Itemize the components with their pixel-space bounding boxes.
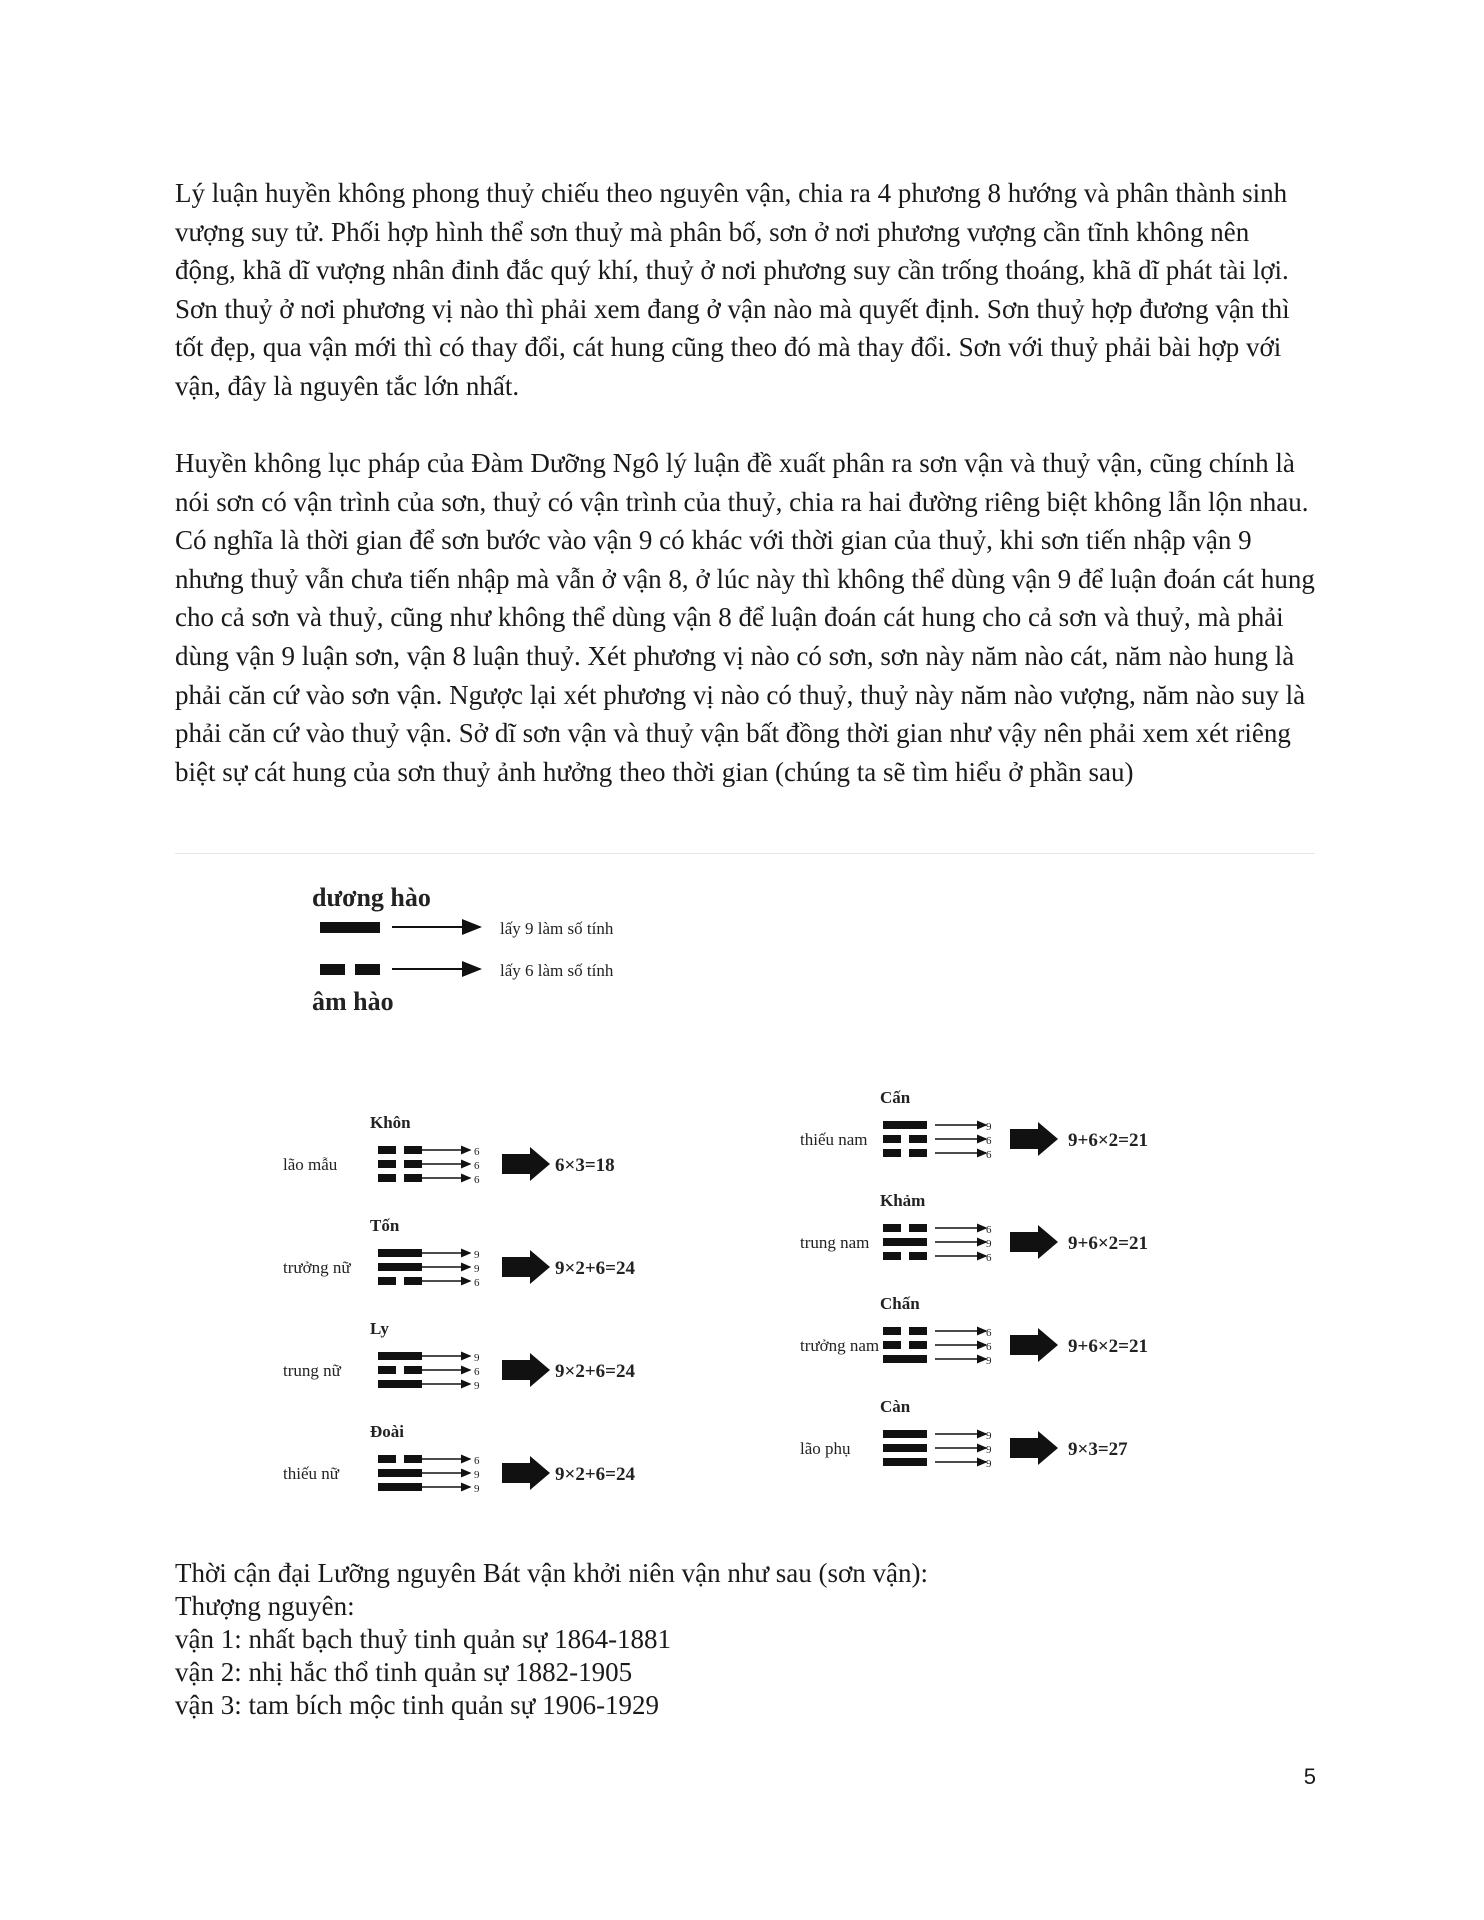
am-line-sample-right <box>355 964 380 975</box>
yang-line <box>883 1238 927 1246</box>
yin-line-right <box>909 1149 927 1157</box>
yin-line-left <box>883 1135 901 1143</box>
trigram-role: trung nữ <box>283 1361 341 1380</box>
yang-line <box>378 1263 422 1271</box>
trigram-formula: 6×3=18 <box>555 1155 615 1176</box>
line-value: 9 <box>474 1483 480 1495</box>
van-list-subheading: Thượng nguyên: <box>175 1591 355 1621</box>
horizontal-divider <box>175 853 1315 854</box>
line-value: 6 <box>474 1160 480 1172</box>
yin-line-left <box>883 1252 901 1260</box>
yin-line-left <box>883 1224 901 1232</box>
big-arrow <box>1010 1328 1058 1362</box>
yang-line <box>378 1249 422 1257</box>
paragraph-1: Lý luận huyền không phong thuỷ chiếu theo nguyên vận, chia ra 4 phương 8 hướng và phân thành sinh vượng suy tử. Phối hợp hình thể sơn thuỷ mà phân bố, sơn ở nơi phương vượng cần tĩnh không nên động, khã dĩ vượng nhân đinh đắc quý khí, thuỷ ở nơi phương suy cần trống thoáng, khã dĩ phát tài lợi. Sơn thuỷ ở nơi phương vị nào thì phải xem đang ở vận nào mà quyết định. Sơn thuỷ hợp đương vận thì tốt đẹp, qua vận mới thì có thay đổi, cát hung cũng theo đó mà thay đổi. Sơn với thuỷ phải bài hợp với vận, đây là nguyên tắc lớn nhất. <box>175 178 1290 401</box>
line-value: 6 <box>986 1252 992 1264</box>
trigram-name: Cấn <box>880 1088 911 1107</box>
line-value: 6 <box>986 1327 992 1339</box>
big-arrow <box>502 1250 550 1284</box>
yin-line-right <box>404 1277 422 1285</box>
yin-line-left <box>378 1160 396 1168</box>
big-arrow <box>502 1456 550 1490</box>
line-value: 6 <box>474 1455 480 1467</box>
line-value: 9 <box>474 1380 480 1392</box>
yin-line-left <box>883 1149 901 1157</box>
trigram-formula: 9×3=27 <box>1068 1439 1128 1460</box>
trigram-name: Khảm <box>880 1191 926 1210</box>
trigram-groups <box>283 1088 1148 1495</box>
trigram-formula: 9+6×2=21 <box>1068 1130 1148 1151</box>
line-value: 6 <box>986 1149 992 1161</box>
trigram-role: thiếu nam <box>800 1130 868 1149</box>
yin-line-right <box>404 1366 422 1374</box>
line-value: 6 <box>474 1174 480 1186</box>
big-arrow <box>1010 1225 1058 1259</box>
trigram-diagram <box>0 870 1484 1510</box>
trigram-figure <box>0 870 1484 1510</box>
am-hao-title: âm hào <box>312 987 394 1016</box>
trigram-role: trưởng nam <box>800 1336 880 1355</box>
line-value: 9 <box>986 1355 992 1367</box>
yin-line-left <box>378 1277 396 1285</box>
duong-hao-title: dương hào <box>312 883 431 912</box>
big-arrow <box>502 1147 550 1181</box>
van-item: vận 3: tam bích mộc tinh quản sự 1906-1929 <box>175 1690 660 1720</box>
yang-line <box>378 1483 422 1491</box>
yin-line-right <box>909 1224 927 1232</box>
line-value: 9 <box>986 1430 992 1442</box>
yang-line <box>378 1469 422 1477</box>
trigram-formula: 9+6×2=21 <box>1068 1233 1148 1254</box>
yin-line-right <box>404 1146 422 1154</box>
am-hao-text: lấy 6 làm số tính <box>500 961 614 980</box>
yin-line-right <box>909 1135 927 1143</box>
yin-line-left <box>378 1146 396 1154</box>
van-item: vận 2: nhị hắc thổ tinh quản sự 1882-1905 <box>175 1657 633 1687</box>
line-value: 9 <box>474 1263 480 1275</box>
trigram-name: Đoài <box>370 1422 404 1441</box>
yin-line-right <box>404 1160 422 1168</box>
yang-line <box>883 1444 927 1452</box>
trigram-role: lão mẫu <box>283 1155 338 1174</box>
yin-line-left <box>378 1366 396 1374</box>
line-value: 6 <box>474 1366 480 1378</box>
line-value: 9 <box>986 1444 992 1456</box>
yin-line-left <box>883 1327 901 1335</box>
trigram-role: thiếu nữ <box>283 1464 339 1483</box>
yang-line <box>378 1352 422 1360</box>
yin-line-right <box>404 1455 422 1463</box>
yang-line <box>883 1121 927 1129</box>
line-value: 9 <box>986 1238 992 1250</box>
trigram-name: Càn <box>880 1397 911 1416</box>
yang-line <box>883 1458 927 1466</box>
yang-line <box>883 1355 927 1363</box>
big-arrow <box>502 1353 550 1387</box>
trigram-role: trưởng nữ <box>283 1258 351 1277</box>
big-arrow <box>1010 1431 1058 1465</box>
line-value: 9 <box>474 1352 480 1364</box>
big-arrow <box>1010 1122 1058 1156</box>
line-value: 9 <box>474 1469 480 1481</box>
am-line-sample-left <box>320 964 345 975</box>
trigram-formula: 9×2+6=24 <box>555 1464 635 1485</box>
yang-line <box>378 1380 422 1388</box>
yin-line-left <box>378 1174 396 1182</box>
trigram-name: Tốn <box>370 1216 400 1235</box>
line-value: 6 <box>474 1146 480 1158</box>
trigram-formula: 9×2+6=24 <box>555 1258 635 1279</box>
line-value: 6 <box>474 1277 480 1289</box>
yin-line-right <box>404 1174 422 1182</box>
yin-line-right <box>909 1252 927 1260</box>
line-value: 6 <box>986 1224 992 1236</box>
trigram-name: Chấn <box>880 1294 920 1313</box>
trigram-name: Khôn <box>370 1113 411 1132</box>
duong-hao-text: lấy 9 làm số tính <box>500 919 614 938</box>
line-value: 9 <box>986 1121 992 1133</box>
line-value: 6 <box>986 1341 992 1353</box>
trigram-role: lão phụ <box>800 1439 851 1458</box>
line-value: 9 <box>474 1249 480 1261</box>
trigram-formula: 9+6×2=21 <box>1068 1336 1148 1357</box>
van-list <box>175 1557 1315 1722</box>
yin-line-left <box>883 1341 901 1349</box>
trigram-role: trung nam <box>800 1233 870 1252</box>
trigram-name: Ly <box>370 1319 389 1338</box>
yin-line-right <box>909 1327 927 1335</box>
yin-line-right <box>909 1341 927 1349</box>
page-number: 5 <box>1303 1764 1316 1789</box>
line-value: 6 <box>986 1135 992 1147</box>
paragraph-2: Huyền không lục pháp của Đàm Dưỡng Ngô lý luận đề xuất phân ra sơn vận và thuỷ vận, cũng chính là nói sơn có vận trình của sơn, thuỷ có vận trình của thuỷ, chia ra hai đường riêng biệt không lẫn lộn nhau. Có nghĩa là thời gian để sơn bước vào vận 9 có khác với thời gian của thuỷ, khi sơn tiến nhập vận 9 nhưng thuỷ vẫn chưa tiến nhập mà vẫn ở vận 8, ở lúc này thì không thể dùng vận 9 để luận đoán cát hung cho cả sơn và thuỷ, cũng như không thể dùng vận 8 để luận đoán cát hung cho cả sơn và thuỷ, mà phải dùng vận 9 luận sơn, vận 8 luận thuỷ. Xét phương vị nào có sơn, sơn này năm nào cát, năm nào hung là phải căn cứ vào sơn vận. Ngược lại xét phương vị nào có thuỷ, thuỷ này năm nào vượng, năm nào suy là phải căn cứ vào thuỷ vận. Sở dĩ sơn vận và thuỷ vận bất đồng thời gian như vậy nên phải xem xét riêng biệt sự cát hung của sơn thuỷ ảnh hưởng theo thời gian (chúng ta sẽ tìm hiểu ở phần sau) <box>175 448 1315 787</box>
van-item: vận 1: nhất bạch thuỷ tinh quản sự 1864-1881 <box>175 1624 672 1654</box>
yang-line <box>883 1430 927 1438</box>
van-list-heading: Thời cận đại Lưỡng nguyên Bát vận khởi niên vận như sau (sơn vận): <box>175 1558 928 1588</box>
duong-line-sample <box>320 922 380 933</box>
trigram-formula: 9×2+6=24 <box>555 1361 635 1382</box>
line-value: 9 <box>986 1458 992 1470</box>
yin-line-left <box>378 1455 396 1463</box>
